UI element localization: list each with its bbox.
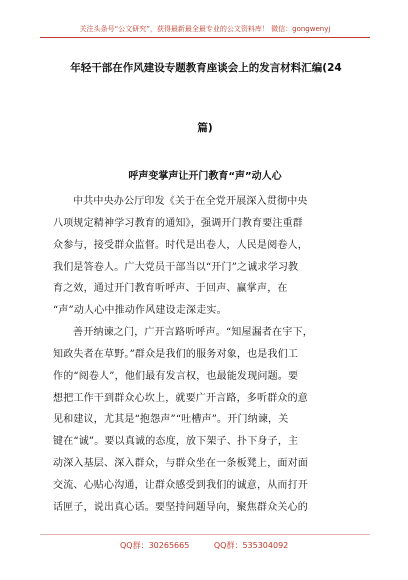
body-line: 动深入基层、深入群众，与群众坐在一条板凳上，面对面 [53, 458, 308, 470]
body-line: 交流、心贴心沟通，让群众感受到我们的诚意，从而打开 [53, 479, 308, 491]
body-line: 众参与，接受群众监督。时代是出卷人，人民是阅卷人， [53, 239, 308, 251]
footer-qq-group-2: QQ群：535304092 [213, 541, 289, 550]
body-line: 作的“阅卷人”，他们最有发言权，也最能发现问题。要 [53, 370, 299, 382]
article-subtitle: 呼声变掌声让开门教育“声”动人心 [128, 171, 282, 182]
footer-divider [40, 534, 370, 535]
body-line: 想把工作干到群众心坎上，就要广开言路，多听群众的意 [53, 392, 308, 404]
document-title: 年轻干部在作风建设专题教育座谈会上的发言材料汇编(24 [70, 62, 342, 74]
page-footer [120, 540, 320, 551]
body-line: 中共中央办公厅印发《关于在全党开展深入贯彻中央 [73, 196, 308, 207]
page-header-banner: 关注头条号“公文研究”，获得最新最全最专业的公文资料库！ 微信：gongwenyj [40, 24, 370, 38]
body-line: 我们是答卷人。广大党员干部当以“开门”之诚求学习教 [53, 261, 299, 273]
body-line: 键在“诚”。要以真诚的态度，放下架子、扑下身子，主 [53, 436, 299, 448]
body-line: 见和建议，尤其是“抱怨声”“吐槽声”。开门纳谏，关 [53, 414, 289, 426]
article-body [53, 191, 361, 519]
document-title-continuation: 篇) [197, 122, 213, 134]
body-line: 话匣子，说出真心话。要坚持问题导向，聚焦群众关心的 [53, 501, 308, 513]
body-line: 八项规定精神学习教育的通知》，强调开门教育要注重群 [53, 217, 303, 229]
body-line: 知政失者在草野。”群众是我们的服务对象，也是我们工 [53, 348, 299, 360]
body-line: 育之效，通过开门教育听呼声、于回声、赢掌声，在 [53, 283, 288, 295]
body-line: 善开纳谏之门，广开言路听呼声。“知屋漏者在宇下， [73, 327, 313, 339]
body-line: “声”动人心中推动作风建设走深走实。 [53, 305, 227, 317]
footer-qq-group-1: QQ群：30265665 [120, 541, 190, 550]
